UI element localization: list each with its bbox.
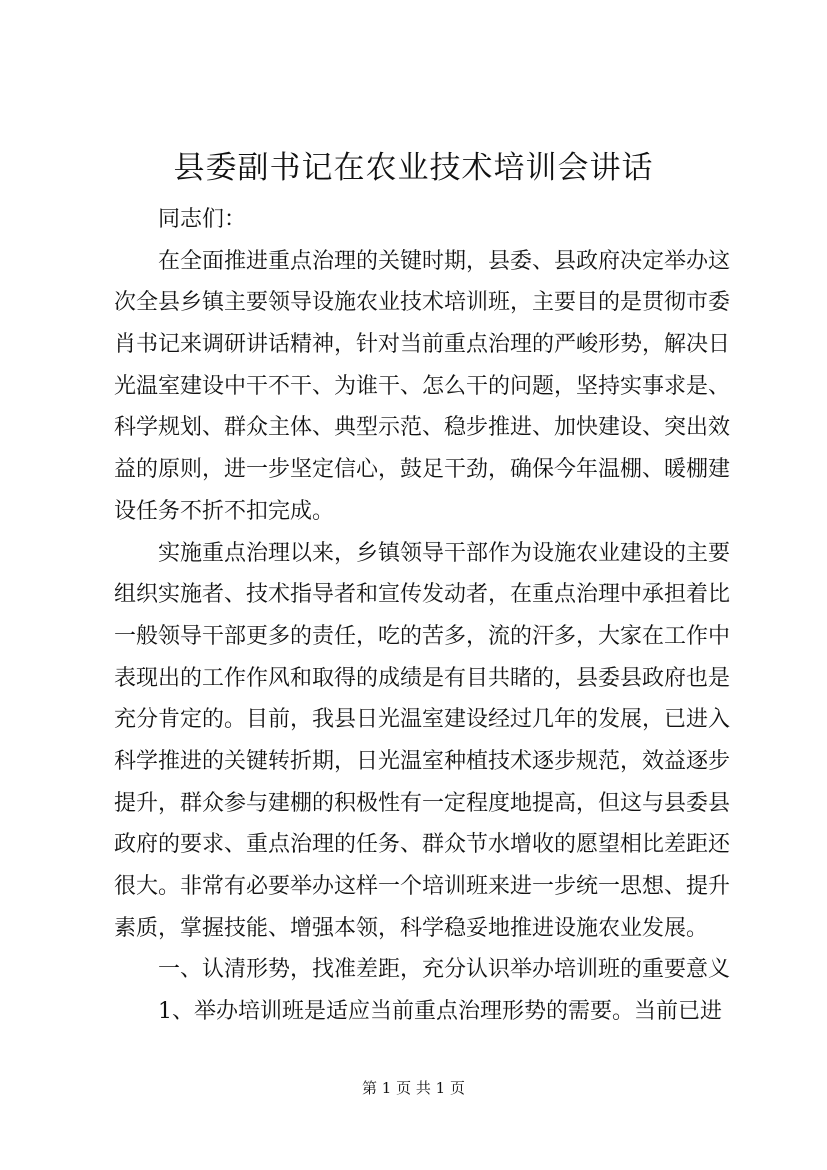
document-body: [114, 199, 734, 1033]
page-footer: [0, 1078, 827, 1098]
paragraph-line: 素质，掌握技能、增强本领，科学稳妥地推进设施农业发展。: [114, 915, 709, 941]
paragraph-line: 表现出的工作作风和取得的成绩是有目共睹的，县委县政府也是: [114, 665, 731, 691]
paragraph-line: 肖书记来调研讲话精神，针对当前重点治理的严峻形势，解决日: [114, 332, 731, 358]
paragraph-line: 很大。非常有必要举办这样一个培训班来进一步统一思想、提升: [114, 874, 731, 899]
paragraph-line: 光温室建设中干不干、为谁干、怎么干的问题，坚持实事求是、: [114, 373, 731, 399]
section-heading-line: 一、认清形势，找准差距，充分认识举办培训班的重要意义: [158, 957, 731, 983]
salutation-line: 同志们：: [158, 207, 247, 232]
paragraph-line: 充分肯定的。目前，我县日光温室建设经过几年的发展，已进入: [114, 707, 731, 733]
paragraph-line: 益的原则，进一步坚定信心，鼓足干劲，确保今年温棚、暖棚建: [114, 457, 731, 483]
paragraph-line: 提升，群众参与建棚的积极性有一定程度地提高，但这与县委县: [114, 790, 731, 816]
paragraph-line: 科学规划、群众主体、典型示范、稳步推进、加快建设、突出效: [114, 415, 731, 441]
paragraph-line: 次全县乡镇主要领导设施农业技术培训班，主要目的是贯彻市委: [114, 290, 731, 316]
paragraph-line: 1、举办培训班是适应当前重点治理形势的需要。当前已进: [158, 999, 722, 1025]
paragraph-line: 设任务不折不扣完成。: [114, 498, 335, 524]
document-title: 县委副书记在农业技术培训会讲话: [173, 150, 654, 186]
page-number: 第 1 页 共 1 页: [362, 1079, 465, 1097]
paragraph-line: 政府的要求、重点治理的任务、群众节水增收的愿望相比差距还: [114, 832, 731, 858]
paragraph-line: 在全面推进重点治理的关键时期，县委、县政府决定举办这: [158, 248, 731, 274]
paragraph-line: 组织实施者、技术指导者和宣传发动者，在重点治理中承担着比: [114, 582, 731, 608]
paragraph-line: 科学推进的关键转折期，日光温室种植技术逐步规范，效益逐步: [114, 748, 731, 774]
paragraph-line: 一般领导干部更多的责任，吃的苦多，流的汗多，大家在工作中: [114, 623, 731, 649]
paragraph-line: 实施重点治理以来，乡镇领导干部作为设施农业建设的主要: [158, 540, 731, 566]
